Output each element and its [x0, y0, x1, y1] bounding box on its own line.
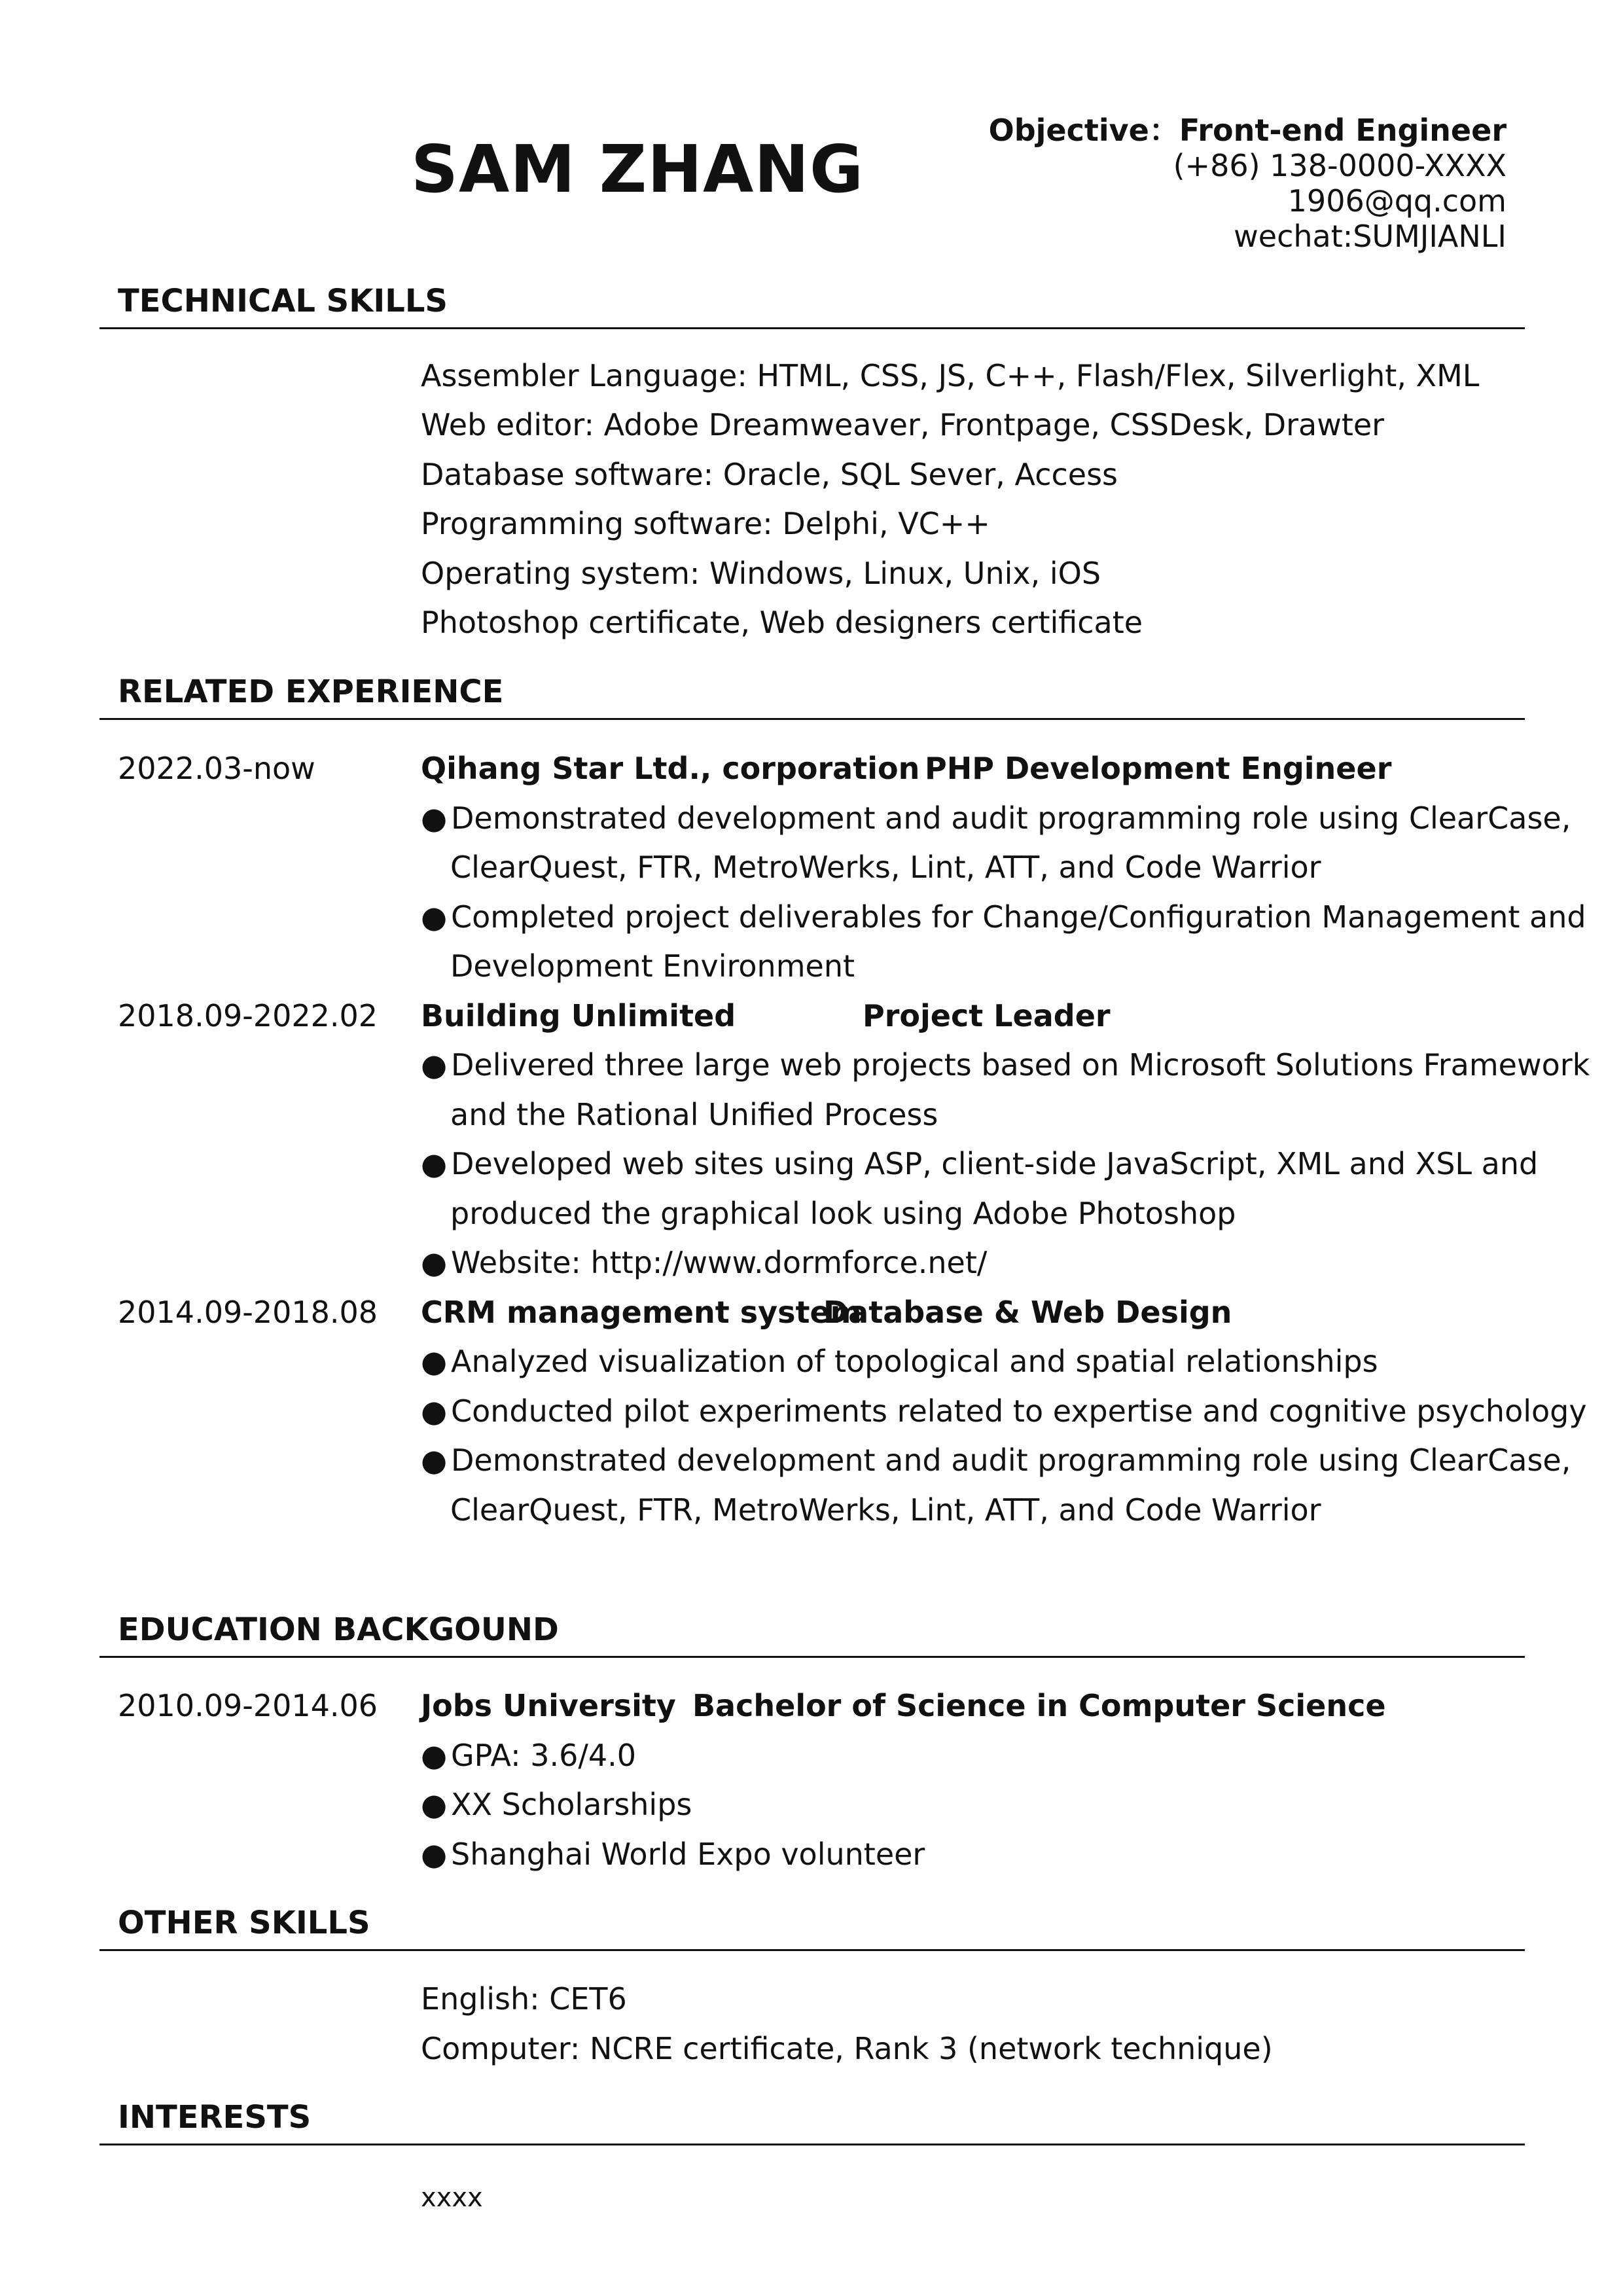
section-divider: [99, 1656, 1525, 1658]
bullet-icon: ●: [421, 1393, 448, 1429]
interests-text: xxxx: [421, 2183, 483, 2213]
bullet-icon: ●: [421, 1837, 448, 1872]
job-date: 2022.03-now: [118, 751, 315, 786]
bullet-icon: ●: [421, 800, 448, 836]
skill-line: Programming software: Delphi, VC++: [421, 506, 990, 541]
job-bullet: ● Conducted pilot experiments related to expertise and cognitive psychology: [421, 1393, 1587, 1429]
skill-line: Assembler Language: HTML, CSS, JS, C++, Flash/Flex, Silverlight, XML: [421, 358, 1480, 393]
section-technical-skills: [118, 281, 1525, 321]
job-company: Building Unlimited: [421, 998, 736, 1033]
education-date: 2010.09-2014.06: [118, 1688, 378, 1723]
job-date: 2014.09-2018.08: [118, 1295, 378, 1330]
section-divider: [99, 1949, 1525, 1951]
section-education: [118, 1610, 1525, 1649]
job-bullet-continued: ClearQuest, FTR, MetroWerks, Lint, ATT, and Code Warrior: [450, 850, 1321, 885]
section-title: EDUCATION BACKGOUND: [118, 1611, 559, 1648]
other-skill-line: English: CET6: [421, 1981, 627, 2017]
other-skill-line: Computer: NCRE certificate, Rank 3 (network technique): [421, 2031, 1273, 2066]
bullet-icon: ●: [421, 1787, 448, 1822]
job-bullet: ● Demonstrated development and audit programming role using ClearCase,: [421, 1443, 1571, 1478]
section-title: TECHNICAL SKILLS: [118, 283, 448, 319]
bullet-icon: ●: [421, 899, 448, 935]
skill-line: Operating system: Windows, Linux, Unix, iOS: [421, 556, 1101, 591]
job-bullet-continued: and the Rational Unified Process: [450, 1097, 938, 1132]
job-bullet-continued: produced the graphical look using Adobe Photoshop: [450, 1196, 1236, 1231]
skill-line: Database software: Oracle, SQL Sever, Access: [421, 457, 1118, 492]
skill-line: Photoshop certificate, Web designers certificate: [421, 605, 1143, 640]
job-date: 2018.09-2022.02: [118, 998, 378, 1033]
bullet-icon: ●: [421, 1443, 448, 1478]
section-divider: [99, 2144, 1525, 2145]
job-bullet: ● Analyzed visualization of topological and spatial relationships: [421, 1344, 1378, 1379]
job-bullet-continued: ClearQuest, FTR, MetroWerks, Lint, ATT, and Code Warrior: [450, 1492, 1321, 1528]
bullet-icon: ●: [421, 1344, 448, 1379]
email: 1906@qq.com: [1287, 183, 1507, 219]
job-bullet-continued: Development Environment: [450, 948, 855, 984]
section-title: RELATED EXPERIENCE: [118, 673, 504, 710]
section-related-experience: [118, 672, 1525, 711]
bullet-icon: ●: [421, 1245, 448, 1280]
job-bullet: ● Delivered three large web projects based on Microsoft Solutions Framework: [421, 1047, 1590, 1083]
job-bullet: ● Demonstrated development and audit programming role using ClearCase,: [421, 800, 1571, 836]
job-company: CRM management system: [421, 1295, 862, 1330]
section-divider: [99, 718, 1525, 720]
contact-block: [989, 113, 1507, 254]
section-other-skills: [118, 1903, 1525, 1943]
bullet-icon: ●: [421, 1047, 448, 1083]
job-bullet: ● Website: http://www.dormforce.net/: [421, 1245, 988, 1280]
wechat: wechat:SUMJIANLI: [1234, 219, 1507, 254]
phone: (+86) 138-0000-XXXX: [1173, 148, 1507, 183]
section-interests: [118, 2098, 1525, 2137]
job-bullet: ● Developed web sites using ASP, client-side JavaScript, XML and XSL and: [421, 1146, 1539, 1181]
skill-line: Web editor: Adobe Dreamweaver, Frontpage, CSSDesk, Drawter: [421, 407, 1385, 442]
job-role: Project Leader: [863, 998, 1111, 1033]
education-school: Jobs University: [421, 1688, 676, 1723]
education-bullet: ● XX Scholarships: [421, 1787, 692, 1822]
section-divider: [99, 327, 1525, 329]
job-bullet: ● Completed project deliverables for Change/Configuration Management and: [421, 899, 1586, 935]
education-degree: Bachelor of Science in Computer Science: [692, 1688, 1386, 1723]
candidate-name: SAM ZHANG: [411, 131, 865, 207]
bullet-icon: ●: [421, 1738, 448, 1773]
objective: Objective：Front-end Engineer: [988, 113, 1507, 148]
education-bullet: ● Shanghai World Expo volunteer: [421, 1837, 925, 1872]
education-bullet: ● GPA: 3.6/4.0: [421, 1738, 637, 1773]
job-role: Database & Web Design: [823, 1295, 1232, 1330]
section-title: INTERESTS: [118, 2099, 312, 2136]
bullet-icon: ●: [421, 1146, 448, 1181]
job-company: Qihang Star Ltd., corporation: [421, 751, 920, 786]
section-title: OTHER SKILLS: [118, 1905, 370, 1941]
job-role: PHP Development Engineer: [925, 751, 1392, 786]
